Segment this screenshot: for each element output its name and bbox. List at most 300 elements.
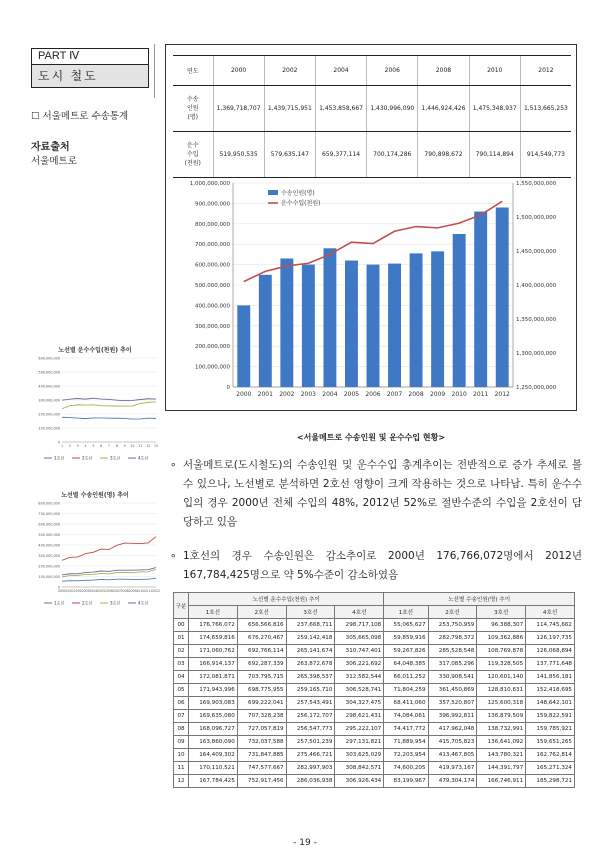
row-year: 09	[174, 736, 189, 749]
row-value: 136,879,509	[477, 710, 526, 723]
table-row	[174, 671, 575, 684]
row-value: 676,270,467	[237, 632, 286, 645]
x-tick-label: 2003	[81, 589, 90, 593]
legend-label: 4호선	[138, 455, 149, 461]
bullet: ∘	[170, 550, 177, 562]
x-tick-label: 2002	[73, 589, 82, 593]
x-tick-label: 2007	[112, 589, 121, 593]
right-tick-label: 1,550,000,000	[516, 181, 557, 187]
x-tick-label: 11	[138, 444, 143, 448]
x-tick-label: 6	[100, 444, 103, 448]
right-tick-label: 1,300,000,000	[516, 351, 557, 357]
row-value: 170,110,521	[189, 762, 238, 775]
y-tick-label: 600,000,000	[38, 522, 60, 527]
right-tick-label: 1,400,000,000	[516, 283, 557, 289]
section-label: ☐ 서울메트로 수송통계	[31, 111, 129, 122]
row-value: 71,804,259	[384, 684, 428, 697]
source-value: 서울메트로	[31, 156, 77, 167]
x-tick-label: 2012	[151, 589, 160, 593]
legend-label: 수송인원(명)	[281, 190, 315, 197]
x-tick-label: 13	[153, 444, 159, 448]
row-value: 298,717,108	[335, 619, 384, 632]
y-tick-label: 200,000,000	[38, 564, 60, 569]
summary-value: 914,549,773	[520, 132, 571, 178]
row-value: 120,601,140	[477, 671, 526, 684]
table-row	[174, 684, 575, 697]
row-value: 259,142,418	[286, 632, 335, 645]
legend-label: 2호선	[82, 600, 93, 606]
row-value: 166,914,137	[189, 658, 238, 671]
summary-value: 579,635,147	[264, 132, 315, 178]
row-value: 265,141,674	[286, 645, 335, 658]
table-row	[174, 645, 575, 658]
group-header: 노선별 수송인원(명) 추이	[384, 593, 575, 606]
row-value: 144,391,797	[477, 762, 526, 775]
row-value: 66,011,252	[384, 671, 428, 684]
row-value: 306,926,434	[335, 775, 384, 788]
row-value: 752,917,456	[237, 775, 286, 788]
x-tick-label: 2009	[429, 391, 446, 398]
bar	[367, 265, 380, 387]
right-tick-label: 1,500,000,000	[516, 215, 557, 221]
bar	[410, 253, 423, 387]
mini-chart-ridership-svg	[30, 499, 160, 617]
row-year: 07	[174, 710, 189, 723]
table-row	[174, 619, 575, 632]
summary-value: 1,446,924,426	[418, 86, 469, 132]
row-value: 308,842,571	[335, 762, 384, 775]
row-value: 126,068,894	[526, 645, 575, 658]
left-tick-label: 600,000,000	[195, 262, 230, 269]
summary-row-label	[173, 86, 213, 132]
table-row	[174, 775, 575, 788]
y-tick-label: 500,000,000	[38, 533, 60, 537]
row-value: 171,943,996	[189, 684, 238, 697]
row-value: 731,847,885	[237, 749, 286, 762]
left-tick-label: 400,000,000	[195, 303, 230, 310]
y-tick-label: 600,000,000	[38, 356, 60, 361]
summary-value: 790,114,894	[469, 132, 520, 178]
left-tick-label: 500,000,000	[195, 283, 230, 289]
x-tick-label: 2010	[451, 391, 467, 398]
summary-year: 2002	[264, 56, 315, 86]
row-value: 361,450,869	[428, 684, 477, 697]
series-line	[62, 398, 156, 400]
page-number: - 19 -	[293, 838, 317, 848]
row-value: 692,287,339	[237, 658, 286, 671]
left-tick-label: 100,000,000	[195, 364, 230, 371]
bar	[474, 212, 487, 387]
row-year: 12	[174, 775, 189, 788]
row-value: 656,566,816	[237, 619, 286, 632]
table-row	[174, 749, 575, 762]
row-value: 96,388,307	[477, 619, 526, 632]
part-label: PART Ⅳ	[31, 48, 149, 64]
x-tick-label: 2002	[279, 391, 295, 398]
row-value: 253,750,959	[428, 619, 477, 632]
row-value: 169,635,080	[189, 710, 238, 723]
summary-value: 1,369,718,707	[213, 86, 264, 132]
row-value: 306,221,692	[335, 658, 384, 671]
y-tick-label: 0	[57, 440, 60, 445]
x-tick-label: 2003	[300, 391, 317, 398]
row-value: 148,642,101	[526, 697, 575, 710]
row-value: 59,859,916	[384, 632, 428, 645]
row-value: 159,785,921	[526, 723, 575, 736]
summary-year: 2008	[418, 56, 469, 86]
row-year: 05	[174, 684, 189, 697]
row-value: 108,769,878	[477, 645, 526, 658]
row-year: 08	[174, 723, 189, 736]
bar	[453, 234, 466, 387]
line-header: 4호선	[526, 606, 575, 619]
y-tick-label: 300,000,000	[38, 554, 60, 558]
left-tick-label: 200,000,000	[195, 344, 230, 351]
x-tick-label: 3	[76, 444, 79, 448]
series-line	[62, 417, 156, 419]
x-tick-label: 10	[130, 444, 135, 448]
row-value: 256,172,707	[286, 710, 335, 723]
row-value: 286,036,938	[286, 775, 335, 788]
row-value: 703,795,715	[237, 671, 286, 684]
table-row	[174, 658, 575, 671]
mini-chart-ridership	[30, 490, 160, 617]
summary-value: 790,898,672	[418, 132, 469, 178]
y-tick-label: 300,000,000	[38, 398, 60, 403]
series-line	[62, 537, 156, 561]
summary-year: 2012	[520, 56, 571, 86]
part-header	[31, 48, 149, 88]
legend-label: 4호선	[138, 600, 149, 606]
x-tick-label: 2001	[65, 589, 74, 593]
summary-value: 519,950,535	[213, 132, 264, 178]
row-value: 275,466,721	[286, 749, 335, 762]
summary-row-label-line: (명)	[187, 114, 198, 121]
y-tick-label: 500,000,000	[38, 370, 60, 375]
summary-year: 2006	[367, 56, 418, 86]
paragraph-text: 서울메트로(도시철도)의 수송인원 및 운수수입 총계추이는 전반적으로 증가 추세로 볼 수 있으나, 노선별로 분석하면 2호선 영향이 크게 작용하는 것으로 나타남. 특히 운수수입의 경우 2000년 전체 수입의 48%, 2012년 52%로 절반수준의 수입을 2호선이 담당하고 있음	[183, 459, 582, 528]
row-value: 295,222,107	[335, 723, 384, 736]
x-tick-label: 2008	[408, 391, 424, 398]
row-value: 166,746,911	[477, 775, 526, 788]
summary-value: 1,513,665,253	[520, 86, 571, 132]
row-value: 168,096,727	[189, 723, 238, 736]
row-value: 137,771,648	[526, 658, 575, 671]
row-value: 707,328,238	[237, 710, 286, 723]
x-tick-label: 2007	[386, 391, 403, 398]
legend-label: 1호선	[54, 600, 65, 606]
y-tick-label: 100,000,000	[38, 575, 60, 579]
row-value: 114,745,662	[526, 619, 575, 632]
line-data-table	[173, 592, 575, 788]
main-combo-chart	[173, 173, 571, 403]
row-year: 10	[174, 749, 189, 762]
row-value: 174,659,816	[189, 632, 238, 645]
left-tick-label: 800,000,000	[195, 221, 230, 228]
row-value: 138,732,991	[477, 723, 526, 736]
x-tick-label: 2006	[104, 589, 114, 593]
row-year: 01	[174, 632, 189, 645]
legend-label: 3호선	[110, 455, 121, 461]
header-divider	[154, 44, 155, 98]
row-value: 732,037,588	[237, 736, 286, 749]
x-tick-label: 2011	[144, 589, 153, 593]
legend-label: 운수수입(천원)	[281, 200, 321, 207]
line-header: 4호선	[335, 606, 384, 619]
left-tick-label: 700,000,000	[195, 242, 230, 249]
row-value: 55,065,627	[384, 619, 428, 632]
row-value: 74,084,061	[384, 710, 428, 723]
row-value: 413,467,805	[428, 749, 477, 762]
left-tick-label: 1,000,000,000	[189, 181, 230, 187]
x-tick-label: 2004	[89, 589, 98, 593]
summary-row-label-line: 수입	[186, 151, 199, 158]
summary-year: 2010	[469, 56, 520, 86]
row-year: 02	[174, 645, 189, 658]
table-row	[174, 723, 575, 736]
row-value: 265,398,537	[286, 671, 335, 684]
summary-value: 1,453,858,667	[315, 86, 366, 132]
row-value: 357,520,807	[428, 697, 477, 710]
x-tick-label: 7	[107, 444, 111, 448]
y-tick-label: 400,000,000	[38, 384, 60, 389]
x-tick-label: 2	[68, 444, 71, 448]
row-value: 159,651,265	[526, 736, 575, 749]
summary-year: 2000	[213, 56, 264, 86]
left-tick-label: 900,000,000	[195, 201, 230, 208]
row-value: 128,810,631	[477, 684, 526, 697]
row-year: 04	[174, 671, 189, 684]
bar	[323, 248, 336, 387]
bar	[302, 265, 315, 387]
row-value: 282,798,372	[428, 632, 477, 645]
row-value: 312,582,544	[335, 671, 384, 684]
row-year: 00	[174, 619, 189, 632]
legend-label: 1호선	[54, 455, 65, 461]
row-value: 698,775,955	[237, 684, 286, 697]
summary-value: 1,430,996,090	[367, 86, 418, 132]
table-row	[174, 710, 575, 723]
row-value: 256,547,773	[286, 723, 335, 736]
series-line	[62, 578, 156, 581]
row-value: 396,992,811	[428, 710, 477, 723]
row-value: 159,822,591	[526, 710, 575, 723]
row-value: 162,762,814	[526, 749, 575, 762]
y-tick-label: 100,000,000	[38, 426, 60, 431]
table-row	[174, 762, 575, 775]
table-row	[174, 736, 575, 749]
table-row	[174, 632, 575, 645]
summary-table	[173, 55, 571, 178]
series-line	[62, 402, 156, 409]
summary-value: 700,174,286	[367, 132, 418, 178]
x-tick-label: 2005	[343, 391, 360, 398]
legend-label: 3호선	[110, 600, 121, 606]
row-value: 304,327,475	[335, 697, 384, 710]
mini-chart-revenue-svg	[30, 354, 160, 472]
right-tick-label: 1,250,000,000	[516, 385, 557, 391]
row-year: 03	[174, 658, 189, 671]
y-tick-label: 200,000,000	[38, 412, 60, 417]
row-value: 282,997,903	[286, 762, 335, 775]
legend	[268, 189, 320, 207]
row-year: 06	[174, 697, 189, 710]
group-header: 노선별 운수수입(천원) 추이	[189, 593, 384, 606]
x-tick-label: 2008	[120, 589, 129, 593]
row-value: 176,766,072	[189, 619, 238, 632]
row-value: 163,860,090	[189, 736, 238, 749]
row-value: 298,621,431	[335, 710, 384, 723]
row-value: 419,973,167	[428, 762, 477, 775]
chart-caption: <서울메트로 수송인원 및 운수수입 현황>	[296, 433, 446, 442]
line-header: 1호선	[384, 606, 428, 619]
row-value: 172,081,871	[189, 671, 238, 684]
col-label: 구분	[174, 593, 189, 619]
x-tick-label: 2009	[128, 589, 137, 593]
paragraph-1	[170, 456, 582, 532]
x-tick-label: 1	[60, 444, 64, 448]
row-value: 169,903,083	[189, 697, 238, 710]
row-value: 165,271,324	[526, 762, 575, 775]
row-value: 305,665,098	[335, 632, 384, 645]
row-value: 727,057,819	[237, 723, 286, 736]
summary-frame	[165, 44, 577, 411]
summary-row-label-line: (천원)	[184, 160, 201, 167]
paragraph-2	[170, 547, 582, 585]
row-value: 72,203,954	[384, 749, 428, 762]
x-tick-label: 2000	[57, 589, 67, 593]
row-value: 699,222,041	[237, 697, 286, 710]
x-tick-label: 4	[84, 444, 87, 448]
line-header: 2호선	[237, 606, 286, 619]
row-value: 74,417,772	[384, 723, 428, 736]
line-header: 3호선	[286, 606, 335, 619]
row-value: 171,060,762	[189, 645, 238, 658]
row-value: 303,625,029	[335, 749, 384, 762]
row-value: 83,199,967	[384, 775, 428, 788]
summary-value: 1,439,715,951	[264, 86, 315, 132]
line-header: 3호선	[477, 606, 526, 619]
row-value: 71,889,954	[384, 736, 428, 749]
row-value: 259,165,710	[286, 684, 335, 697]
row-value: 152,418,695	[526, 684, 575, 697]
x-tick-label: 2005	[97, 589, 106, 593]
bar	[345, 261, 358, 387]
line-header: 1호선	[189, 606, 238, 619]
bar	[280, 258, 293, 387]
row-value: 257,501,239	[286, 736, 335, 749]
x-tick-label: 8	[115, 444, 118, 448]
bar	[259, 275, 272, 387]
row-value: 297,131,821	[335, 736, 384, 749]
x-tick-label: 2010	[136, 589, 145, 593]
y-tick-label: 0	[57, 585, 60, 590]
row-value: 119,328,505	[477, 658, 526, 671]
row-value: 317,085,296	[428, 658, 477, 671]
row-value: 68,411,060	[384, 697, 428, 710]
chapter-title: 도시 철도	[31, 64, 149, 88]
row-value: 417,962,048	[428, 723, 477, 736]
source-title: 자료출처	[31, 142, 70, 153]
row-value: 59,267,826	[384, 645, 428, 658]
row-value: 74,600,205	[384, 762, 428, 775]
summary-value: 1,475,348,937	[469, 86, 520, 132]
x-tick-label: 5	[92, 444, 95, 448]
row-value: 747,577,667	[237, 762, 286, 775]
series-line	[62, 569, 156, 576]
row-value: 330,908,541	[428, 671, 477, 684]
paragraph-text: 1호선의 경우 수송인원은 감소추이로 2000년 176,766,072명에서 2012년 167,784,425명으로 약 5%수준이 감소하였음	[183, 550, 582, 581]
x-tick-label: 2004	[322, 391, 338, 398]
row-value: 479,304,174	[428, 775, 477, 788]
x-tick-label: 2001	[257, 391, 273, 398]
line-header: 2호선	[428, 606, 477, 619]
summary-row-label-line: 운수	[186, 142, 199, 149]
row-value: 692,766,114	[237, 645, 286, 658]
row-value: 285,528,548	[428, 645, 477, 658]
summary-row-label-line: 수송	[186, 96, 199, 103]
mini-chart-revenue	[30, 345, 160, 472]
summary-value: 659,377,114	[315, 132, 366, 178]
legend-swatch	[268, 190, 278, 195]
row-year: 11	[174, 762, 189, 775]
row-value: 310,747,401	[335, 645, 384, 658]
row-value: 237,668,711	[286, 619, 335, 632]
row-value: 415,705,823	[428, 736, 477, 749]
x-tick-label: 9	[123, 444, 126, 448]
bar	[496, 207, 509, 387]
x-tick-label: 2012	[494, 391, 510, 398]
summary-row-label	[173, 132, 213, 178]
row-value: 164,409,302	[189, 749, 238, 762]
row-value: 64,048,385	[384, 658, 428, 671]
x-tick-label: 2011	[473, 391, 489, 398]
right-tick-label: 1,350,000,000	[516, 317, 557, 323]
summary-header-label: 연도	[173, 56, 213, 86]
row-value: 126,197,735	[526, 632, 575, 645]
left-tick-label: 0	[226, 385, 230, 391]
row-value: 257,543,491	[286, 697, 335, 710]
bar	[431, 251, 444, 387]
x-tick-label: 12	[146, 444, 151, 448]
y-tick-label: 400,000,000	[38, 543, 60, 548]
legend-label: 2호선	[82, 455, 93, 461]
row-value: 306,528,741	[335, 684, 384, 697]
x-tick-label: 2006	[365, 391, 381, 398]
row-value: 125,600,318	[477, 697, 526, 710]
summary-year: 2004	[315, 56, 366, 86]
y-tick-label: 700,000,000	[38, 512, 60, 516]
row-value: 143,780,321	[477, 749, 526, 762]
mini-chart-title: 노선별 운수수입(천원) 추이	[58, 347, 132, 354]
bar	[388, 264, 401, 387]
left-tick-label: 300,000,000	[195, 323, 230, 330]
y-tick-label: 800,000,000	[38, 501, 60, 506]
bullet: ∘	[170, 459, 177, 471]
bar	[237, 305, 250, 387]
row-value: 167,784,425	[189, 775, 238, 788]
right-tick-label: 1,450,000,000	[516, 249, 557, 255]
row-value: 109,362,886	[477, 632, 526, 645]
x-tick-label: 2000	[236, 391, 252, 398]
row-value: 141,856,181	[526, 671, 575, 684]
row-value: 263,872,678	[286, 658, 335, 671]
row-value: 185,298,721	[526, 775, 575, 788]
summary-row-label-line: 인원	[186, 105, 199, 112]
row-value: 136,641,092	[477, 736, 526, 749]
mini-chart-title: 노선별 수송인원(명) 추이	[61, 492, 129, 499]
table-row	[174, 697, 575, 710]
